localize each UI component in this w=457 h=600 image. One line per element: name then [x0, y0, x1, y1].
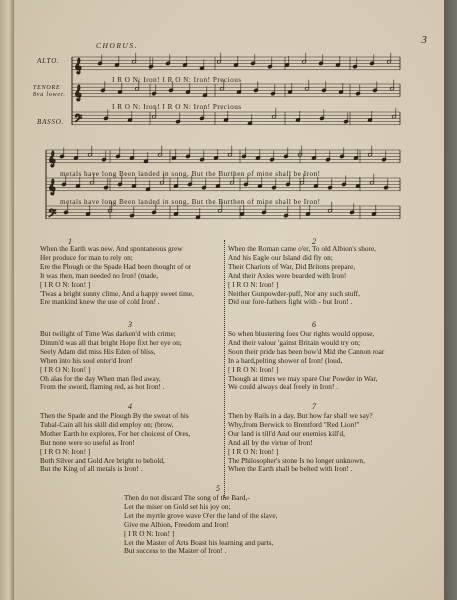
stanza-line: When the Earth was new. And spontaneous grew: [40, 244, 183, 253]
stanza-line: Then do not discard The song of the Bard,-: [124, 493, 250, 502]
stanza: [228, 330, 384, 392]
chorus-heading: CHORUS.: [96, 41, 138, 50]
stanza-line: When the Roman came o'er, To old Albion's shore,: [228, 244, 377, 253]
stanza-line: We could always deal freely in Iron! .: [228, 382, 339, 392]
stanza-line: And all by the virtue of Iron!: [228, 437, 313, 447]
clef-symbol: 𝄞: [48, 152, 56, 167]
stanza-line: Then by Rails in a day, But how far shall we say?: [228, 411, 373, 420]
stanza-line: Both Silver and Gold Are bright to behold,: [40, 455, 165, 465]
column-divider: [224, 240, 225, 498]
stanza-line: [ I R O N: Iron! ]: [40, 279, 91, 289]
stanza: [40, 412, 190, 474]
stanza-number: 5: [216, 484, 220, 493]
stanza: [40, 330, 182, 392]
stanza-number: 7: [312, 402, 316, 411]
stanza-line: Dimm'd was all that bright Hope fixt her eye on;: [40, 337, 182, 347]
stanza-line: Ere mankind knew the use of cold Iron! .: [40, 297, 160, 307]
stanza-line: But success to the Master of Iron! .: [124, 546, 227, 556]
stanza-line: And his Eagle our Island did fly on;: [228, 252, 333, 262]
stanza-line: 'Twas a bright sunny clime, And a happy sweet time,: [40, 288, 194, 298]
stanza-line: But the King of all metals is Iron! .: [40, 464, 143, 474]
stanza-line: So when blustering foes Our rights would oppose,: [228, 329, 375, 338]
stanza-line: Our land is till'd And our enemies kill'd,: [228, 428, 345, 438]
page-number: 3: [421, 34, 427, 46]
system2-lyric-top: metals have long Been landed in song, But the Burthen of mine shall be Iron!: [60, 170, 321, 178]
tenore-lyric: I R O N: Iron! I R O N: Iron! Precious: [112, 103, 242, 111]
stanza-line: When into his soul enter'd Iron!: [40, 355, 133, 365]
stanza-line: Give me Albion, Freedom and Iron!: [124, 519, 229, 529]
stanza-line: Their Chariots of War, Did Britons prepare,: [228, 261, 356, 271]
stanza-line: [ I R O N: Iron! ]: [40, 446, 91, 456]
system2-lyric-bottom: metals have long Been landed in song, But the Burthen of mine shall be Iron!: [60, 198, 321, 206]
stanza-line: Then the Spade and the Plough By the sweat of his: [40, 411, 189, 420]
alto-lyric: I R O N: Iron! I R O N: Iron! Precious: [112, 76, 242, 84]
stanza-line: [ I R O N: Iron! ]: [228, 446, 279, 456]
stanza-line: But twilight of Time Was darken'd with crime;: [40, 329, 176, 338]
stanza-line: Let the myrtle grove wave O'er the land of the slave,: [124, 510, 278, 520]
stanza-line: [ I R O N: Iron! ]: [228, 279, 279, 289]
clef-symbol: 𝄞: [48, 180, 56, 195]
alto-label: ALTO.: [37, 57, 60, 65]
stanza-line: From the sword, flaming red, as hot Iron! .: [40, 382, 165, 392]
stanza-line: It was then, man needed no Iron! (made,: [40, 270, 159, 280]
stanza-line: [ I R O N: Iron! ]: [40, 364, 91, 374]
stanza-line: Soon their pride has been bow'd Mid the Cannon roar: [228, 346, 385, 356]
stanza-line: But none were so useful as Iron!: [40, 437, 135, 447]
clef-symbol: 𝄢: [74, 113, 83, 128]
stanza-line: The Philosopher's stone Is no longer unknown,: [228, 455, 365, 465]
stanza-line: In a hard,pelting shower of Iron! (loud,: [228, 355, 343, 365]
stanza-number: 4: [128, 402, 132, 411]
clef-symbol: 𝄞: [74, 59, 82, 74]
stanza-line: [ I R O N: Iron! ]: [124, 528, 175, 538]
stanza-number: 2: [312, 237, 316, 246]
clef-symbol: 𝄞: [74, 86, 82, 101]
stanza-number: 3: [128, 320, 132, 329]
stanza-line: Neither Gunpowder-puff, Nor any such stuff,: [228, 288, 360, 298]
tenore-label: TENORE 8va lower.: [33, 85, 66, 98]
stanza-line: Did our fore-fathers fight with - but Iron! .: [228, 297, 353, 307]
stanza-line: Oh alas for the day When man fled away,: [40, 373, 161, 383]
stanza-line: Ere the Plough or the Spade Had been thought of or: [40, 261, 192, 271]
stanza: [228, 412, 373, 474]
stanza-line: Mother Earth he explores, For her choicest of Ores,: [40, 428, 191, 438]
stanza-number: 6: [312, 320, 316, 329]
stanza-line: Let the Master of Arts Boast his learning and parts,: [124, 537, 274, 547]
stanza-number: 1: [68, 237, 72, 246]
stanza-line: [ I R O N: Iron! ]: [228, 364, 279, 374]
stanza-line: When the Earth shall be belted with Iron! .: [228, 464, 353, 474]
stanza-line: And their valour 'gainst Britain would try on;: [228, 337, 361, 347]
basso-label: BASSO.: [37, 118, 65, 126]
stanza: [124, 494, 277, 556]
stanza-line: And their Axles were bearded with Iron!: [228, 270, 347, 280]
stanza-line: Tubal-Cain all his skill did employ on; (brow,: [40, 419, 174, 429]
stanza: [40, 245, 194, 307]
stanza-line: Let the miser on Gold set his joy on;: [124, 501, 231, 511]
stanza-line: Seely Adam did miss His Eden of bliss,: [40, 346, 156, 356]
stanza-line: Her produce for man to rely on;: [40, 252, 133, 262]
clef-symbol: 𝄢: [48, 208, 57, 223]
stanza-line: Why,from Berwick to Brentford "Red Lion!": [228, 419, 360, 429]
stanza: [228, 245, 376, 307]
stanza-line: Though at times we may spare Our Powder in War,: [228, 373, 378, 383]
